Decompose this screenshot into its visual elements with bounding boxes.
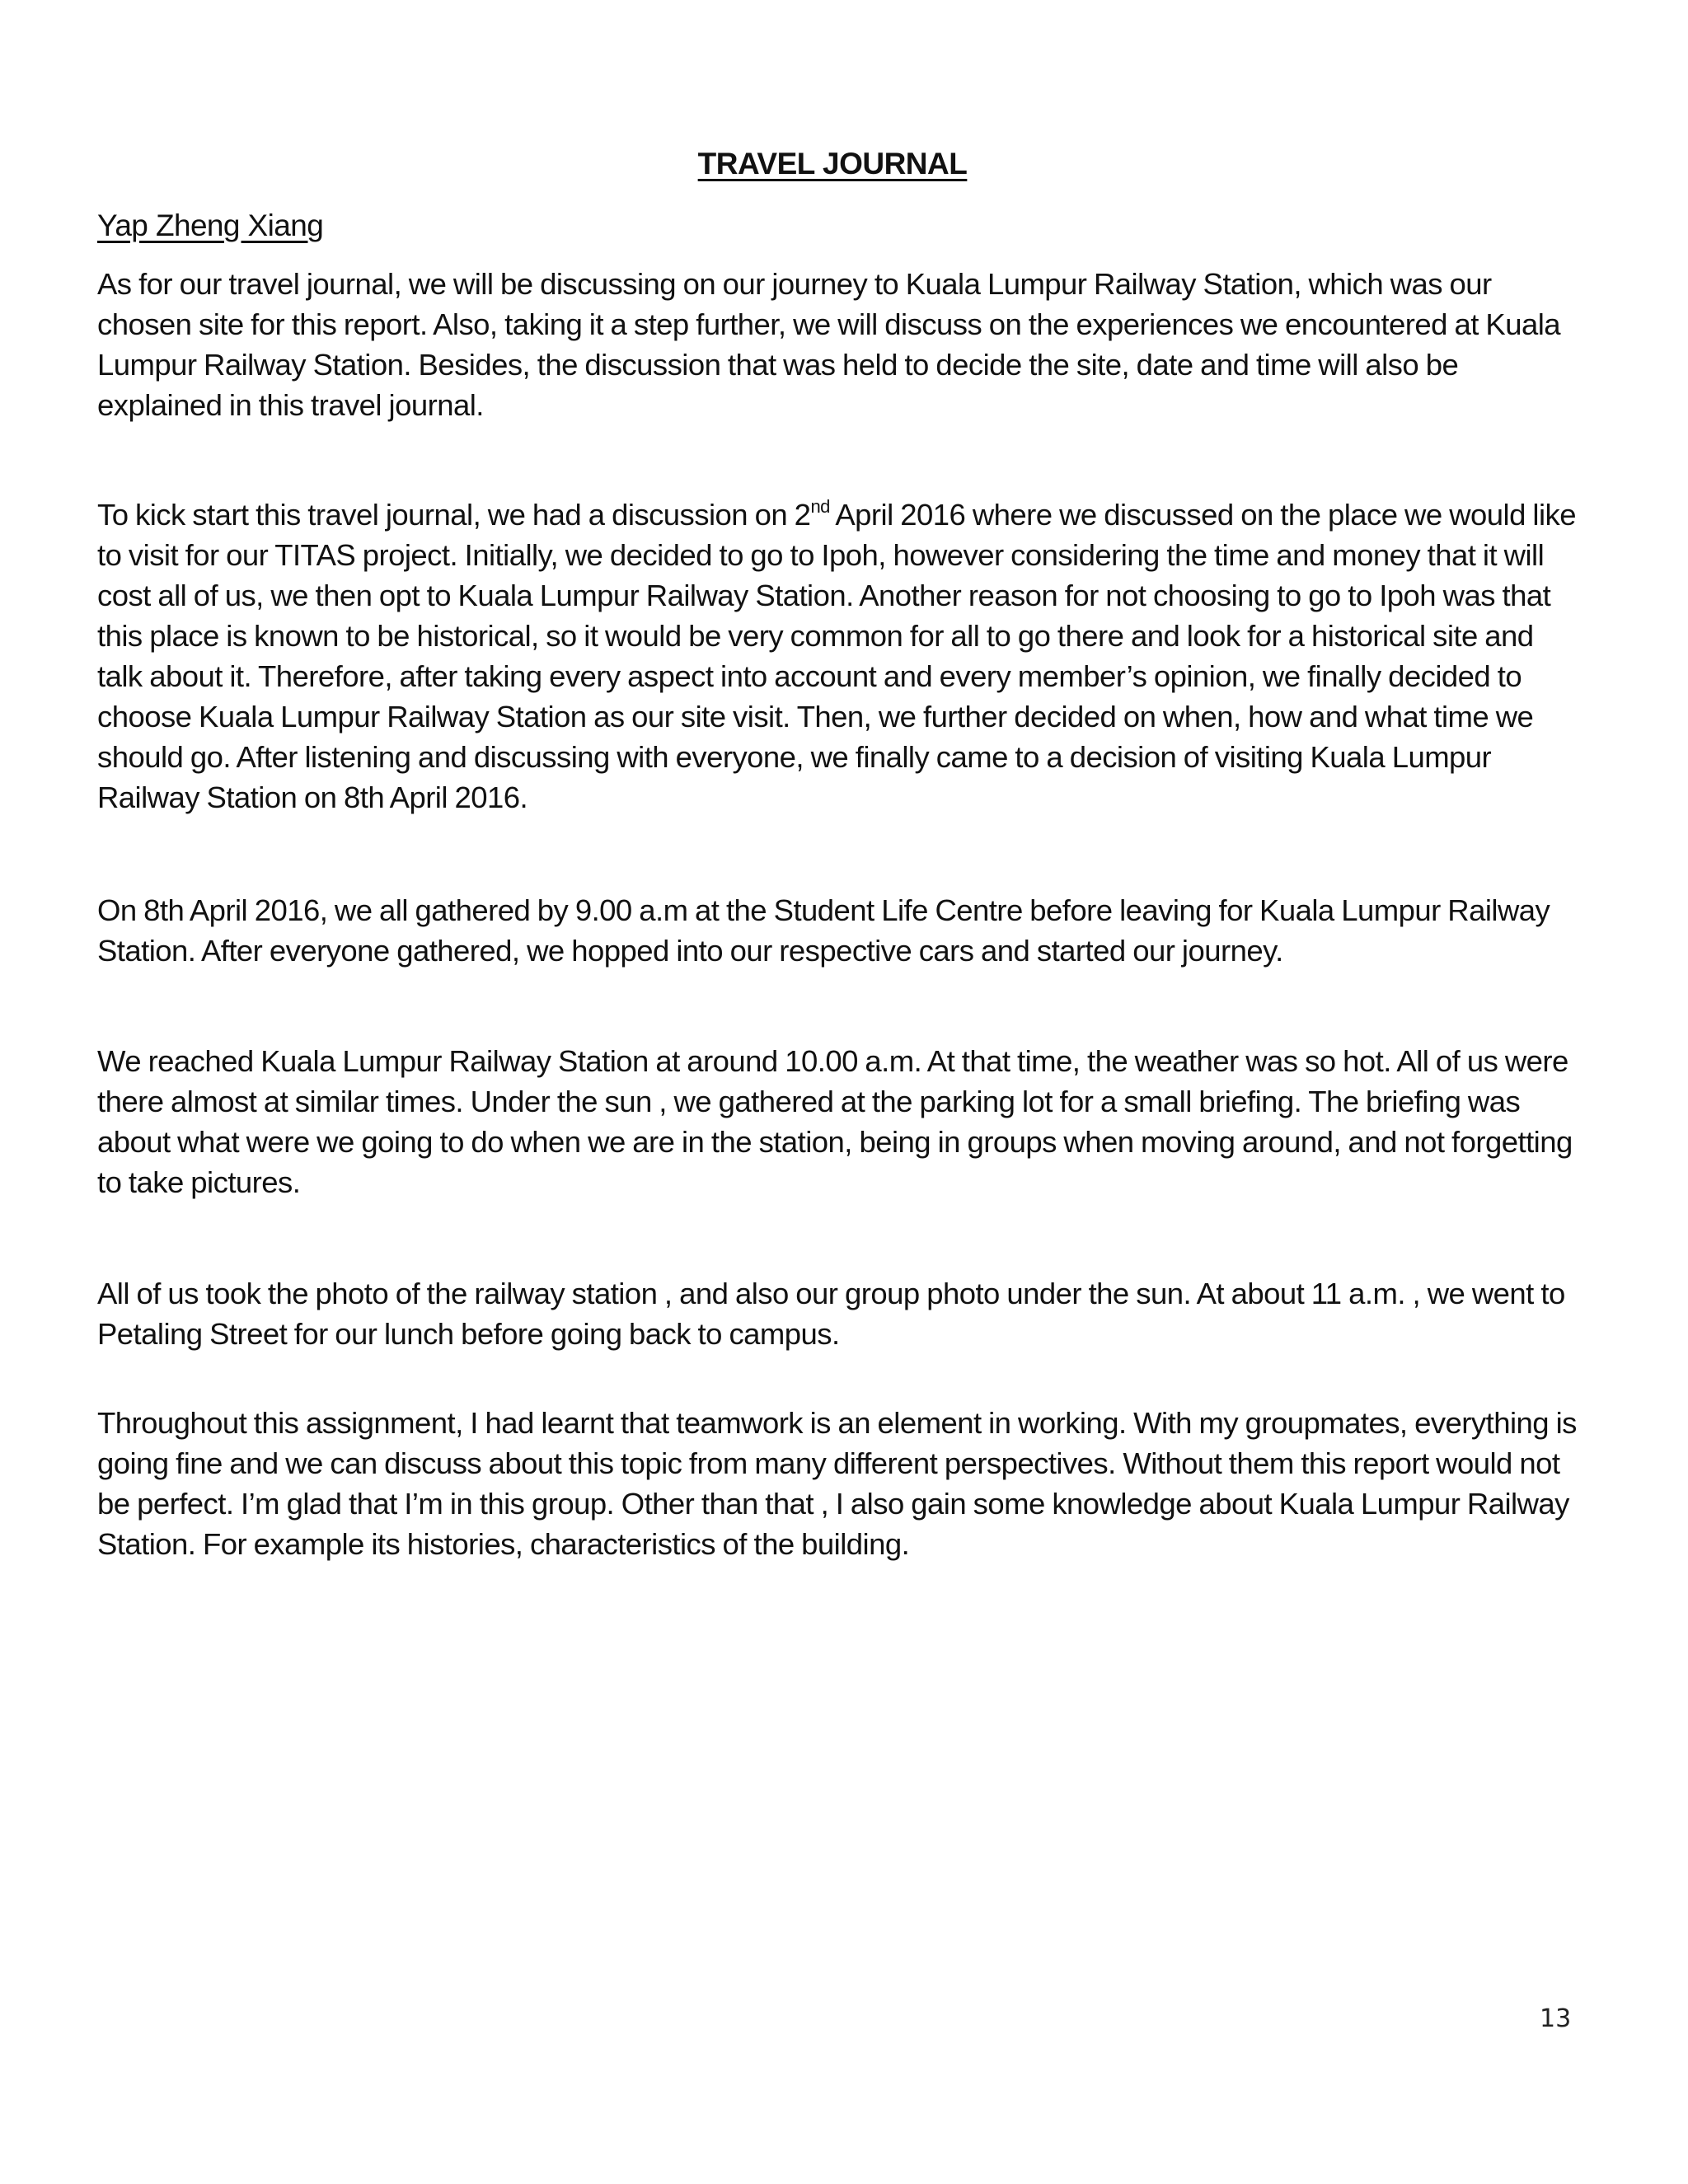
paragraph-arrival: We reached Kuala Lumpur Railway Station at around 10.00 a.m. At that time, the weather was so hot. All of us were there almost at similar times. Under the sun , we gathered at the parking lot for a small briefing. The briefing was about what were we going to do when we are in the station, being in groups when moving around, and not forgetting to take pictures. <box>97 1044 1573 1199</box>
paragraph-intro: As for our travel journal, we will be discussing on our journey to Kuala Lumpur Railway Station, which was our chosen site for this report. Also, taking it a step further, we will discuss on the experiences we encountered at Kuala Lumpur Railway Station. Besides, the discussion that was held to decide the site, date and time will also be explained in this travel journal. <box>97 267 1561 422</box>
paragraph-discussion <box>97 494 1581 818</box>
paragraph-reflection: Throughout this assignment, I had learnt that teamwork is an element in working. With my groupmates, everything is going fine and we can discuss about this topic from many different perspectives. Without them this report would not be perfect. I’m glad that I’m in this group. Other than that , I also gain some knowledge about Kuala Lumpur Railway Station. For example its histories, characteristics of the building. <box>97 1406 1577 1561</box>
page-title: TRAVEL JOURNAL <box>697 147 968 180</box>
page-number: 13 <box>1540 2004 1572 2033</box>
ordinal-suffix: nd <box>810 495 830 517</box>
paragraph-photos: All of us took the photo of the railway station , and also our group photo under the sun. At about 11 a.m. , we went to Petaling Street for our lunch before going back to campus. <box>97 1277 1565 1351</box>
author-name: Yap Zheng Xiang <box>97 209 324 242</box>
paragraph-discussion-text-end: April 2016 where we discussed on the place we would like to visit for our TITAS project. Initially, we decided to go to Ipoh, however considering the time and money that it will cost all of us, we then opt to Kuala Lumpur Railway Station. Another reason for not choosing to go to Ipoh was that this place is known to be historical, so it would be very common for all to go there and look for a historical site and talk about it. Therefore, after taking every aspect into account and every member’s opinion, we finally decided to choose Kuala Lumpur Railway Station as our site visit. Then, we further decided on when, how and what time we should go. After listening and discussing with everyone, we finally came to a decision of visiting Kuala Lumpur Railway Station on 8th April 2016. <box>97 498 1576 814</box>
paragraph-gathering: On 8th April 2016, we all gathered by 9.00 a.m at the Student Life Centre before leaving for Kuala Lumpur Railway Station. After everyone gathered, we hopped into our respective cars and started our journey. <box>97 893 1550 968</box>
paragraph-discussion-text-start: To kick start this travel journal, we had a discussion on 2 <box>97 498 811 532</box>
